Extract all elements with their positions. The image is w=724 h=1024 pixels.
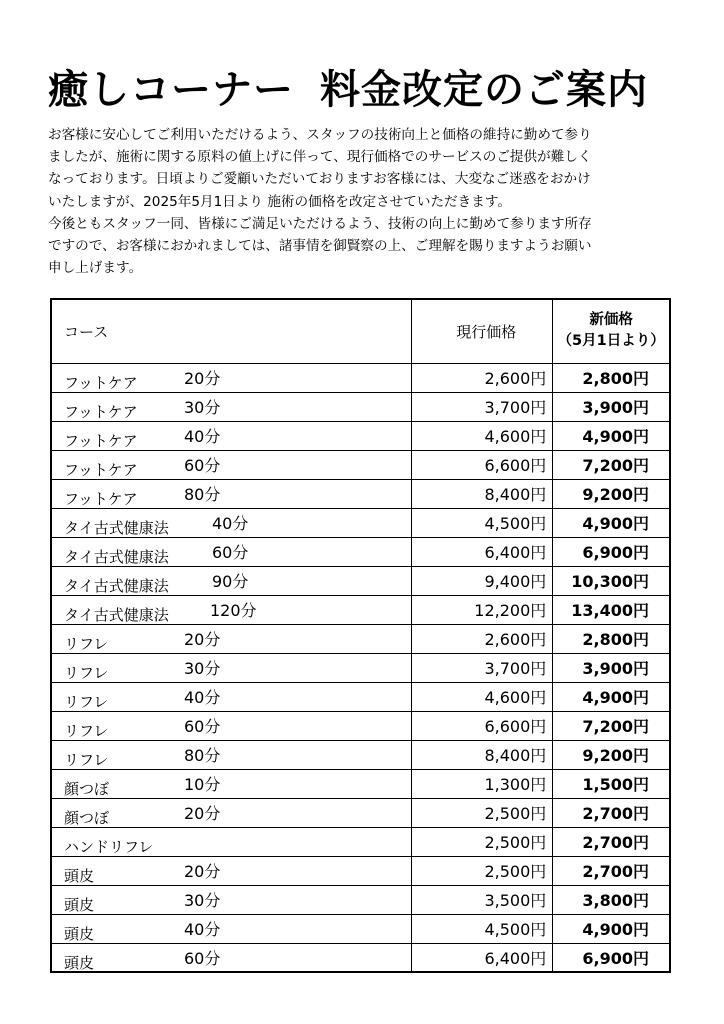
current-price: 4,600円 <box>412 682 553 711</box>
table-row <box>51 798 670 827</box>
table-body <box>51 363 670 972</box>
current-price: 4,500円 <box>412 508 553 537</box>
course-duration: 20分 <box>184 368 221 388</box>
new-price: 9,200円 <box>553 740 670 769</box>
page-title <box>48 62 688 118</box>
header-new-price-date: （5月1日より） <box>557 333 665 350</box>
title-corner: 癒しコーナー <box>48 67 294 113</box>
new-price: 2,700円 <box>553 798 670 827</box>
current-price: 2,600円 <box>412 624 553 653</box>
new-price: 7,200円 <box>553 450 670 479</box>
notice-line: 今後ともスタッフ一同、皆様にご満足いただけるよう、技術の向上に勤めて参ります所存 <box>48 215 592 232</box>
course-name: 頭皮 <box>64 924 95 943</box>
course-cell <box>51 798 412 827</box>
course-name: リフレ <box>64 692 109 711</box>
course-duration: 10分 <box>184 774 221 794</box>
table-row <box>51 508 670 537</box>
course-name: リフレ <box>64 750 109 769</box>
course-cell <box>51 943 412 972</box>
table-row <box>51 595 670 624</box>
course-cell <box>51 479 412 508</box>
course-duration: 40分 <box>184 426 221 446</box>
notice-line: いたしますが、2025年5月1日より 施術の価格を改定させていただきます。 <box>48 193 511 210</box>
course-name: 顔つぼ <box>64 808 110 827</box>
table-row <box>51 450 670 479</box>
new-price: 4,900円 <box>553 421 670 450</box>
course-duration: 20分 <box>184 629 221 649</box>
current-price: 12,200円 <box>412 595 553 624</box>
new-price: 9,200円 <box>553 479 670 508</box>
course-name: フットケア <box>64 460 138 479</box>
header-current-price: 現行価格 <box>412 299 553 363</box>
course-duration: 30分 <box>184 397 221 417</box>
header-new-price-label: 新価格 <box>589 312 633 329</box>
table-row <box>51 914 670 943</box>
course-cell <box>51 682 412 711</box>
notice-text <box>48 124 678 279</box>
new-price: 3,800円 <box>553 885 670 914</box>
current-price: 9,400円 <box>412 566 553 595</box>
course-name: 顔つぼ <box>64 779 110 798</box>
course-name: 頭皮 <box>64 953 95 972</box>
course-cell <box>51 827 412 856</box>
course-cell <box>51 740 412 769</box>
table-row <box>51 392 670 421</box>
course-duration: 60分 <box>184 455 221 475</box>
course-cell <box>51 885 412 914</box>
course-cell <box>51 537 412 566</box>
course-duration: 90分 <box>212 571 249 591</box>
new-price: 2,800円 <box>553 363 670 392</box>
table-row <box>51 363 670 392</box>
new-price: 6,900円 <box>553 537 670 566</box>
course-name: リフレ <box>64 663 109 682</box>
course-duration: 40分 <box>184 687 221 707</box>
price-table <box>50 298 671 973</box>
new-price: 4,900円 <box>553 508 670 537</box>
course-name: リフレ <box>64 721 109 740</box>
table-row <box>51 624 670 653</box>
course-cell <box>51 856 412 885</box>
course-cell <box>51 624 412 653</box>
table-row <box>51 682 670 711</box>
table-row <box>51 421 670 450</box>
new-price: 4,900円 <box>553 682 670 711</box>
new-price: 2,700円 <box>553 856 670 885</box>
course-duration: 20分 <box>184 803 221 823</box>
course-duration: 120分 <box>210 600 257 620</box>
course-name: タイ古式健康法 <box>64 605 169 624</box>
title-notice: 料金改定のご案内 <box>320 67 648 113</box>
new-price: 10,300円 <box>553 566 670 595</box>
course-cell <box>51 653 412 682</box>
course-duration: 30分 <box>184 890 221 910</box>
course-name: 頭皮 <box>64 895 95 914</box>
table-row <box>51 711 670 740</box>
course-duration: 80分 <box>184 745 221 765</box>
course-cell <box>51 508 412 537</box>
current-price: 1,300円 <box>412 769 553 798</box>
current-price: 6,600円 <box>412 450 553 479</box>
course-name: タイ古式健康法 <box>64 547 169 566</box>
current-price: 2,500円 <box>412 856 553 885</box>
course-name: フットケア <box>64 489 138 508</box>
course-duration: 40分 <box>212 513 249 533</box>
course-cell <box>51 450 412 479</box>
new-price: 3,900円 <box>553 392 670 421</box>
table-row <box>51 769 670 798</box>
course-name: フットケア <box>64 431 138 450</box>
notice-line: ですので、お客様におかれましては、諸事情を御賢察の上、ご理解を賜りますようお願い <box>48 238 592 255</box>
header-new-price <box>553 299 670 363</box>
current-price: 6,400円 <box>412 943 553 972</box>
current-price: 8,400円 <box>412 479 553 508</box>
current-price: 3,700円 <box>412 653 553 682</box>
current-price: 4,600円 <box>412 421 553 450</box>
header-course: コース <box>51 299 412 363</box>
current-price: 2,500円 <box>412 827 553 856</box>
course-duration: 80分 <box>184 484 221 504</box>
new-price: 4,900円 <box>553 914 670 943</box>
course-name: フットケア <box>64 402 138 421</box>
current-price: 3,700円 <box>412 392 553 421</box>
course-duration: 60分 <box>212 542 249 562</box>
course-name: タイ古式健康法 <box>64 576 169 595</box>
table-row <box>51 566 670 595</box>
new-price: 6,900円 <box>553 943 670 972</box>
current-price: 8,400円 <box>412 740 553 769</box>
course-cell <box>51 711 412 740</box>
table-row <box>51 885 670 914</box>
course-duration: 40分 <box>184 919 221 939</box>
current-price: 2,600円 <box>412 363 553 392</box>
course-cell <box>51 566 412 595</box>
course-duration: 60分 <box>184 948 221 968</box>
new-price: 2,700円 <box>553 827 670 856</box>
notice-line: 申し上げます。 <box>48 260 143 277</box>
notice-line: お客様に安心してご利用いただけるよう、スタッフの技術向上と価格の維持に勤めて参り <box>48 127 592 143</box>
table-row <box>51 479 670 508</box>
new-price: 2,800円 <box>553 624 670 653</box>
new-price: 13,400円 <box>553 595 670 624</box>
current-price: 6,400円 <box>412 537 553 566</box>
table-row <box>51 943 670 972</box>
new-price: 1,500円 <box>553 769 670 798</box>
course-duration: 30分 <box>184 658 221 678</box>
table-row <box>51 740 670 769</box>
course-name: リフレ <box>64 634 109 653</box>
notice-line: ましたが、施術に関する原料の値上げに伴って、現行価格でのサービスのご提供が難しく <box>48 149 592 166</box>
current-price: 2,500円 <box>412 798 553 827</box>
notice-line: なっております。日頃よりご愛顧いただいておりますお客様には、大変なご迷惑をおかけ <box>48 171 591 188</box>
course-name: ハンドリフレ <box>64 837 154 856</box>
course-name: タイ古式健康法 <box>64 518 169 537</box>
course-name: 頭皮 <box>64 866 95 885</box>
new-price: 7,200円 <box>553 711 670 740</box>
course-cell <box>51 421 412 450</box>
current-price: 6,600円 <box>412 711 553 740</box>
course-cell <box>51 392 412 421</box>
course-duration: 60分 <box>184 716 221 736</box>
course-name: フットケア <box>64 373 138 392</box>
course-cell <box>51 595 412 624</box>
table-row <box>51 653 670 682</box>
course-cell <box>51 769 412 798</box>
table-header-row <box>51 299 670 363</box>
table-row <box>51 827 670 856</box>
new-price: 3,900円 <box>553 653 670 682</box>
course-cell <box>51 363 412 392</box>
table-row <box>51 537 670 566</box>
table-row <box>51 856 670 885</box>
current-price: 3,500円 <box>412 885 553 914</box>
course-cell <box>51 914 412 943</box>
current-price: 4,500円 <box>412 914 553 943</box>
course-duration: 20分 <box>184 861 221 881</box>
